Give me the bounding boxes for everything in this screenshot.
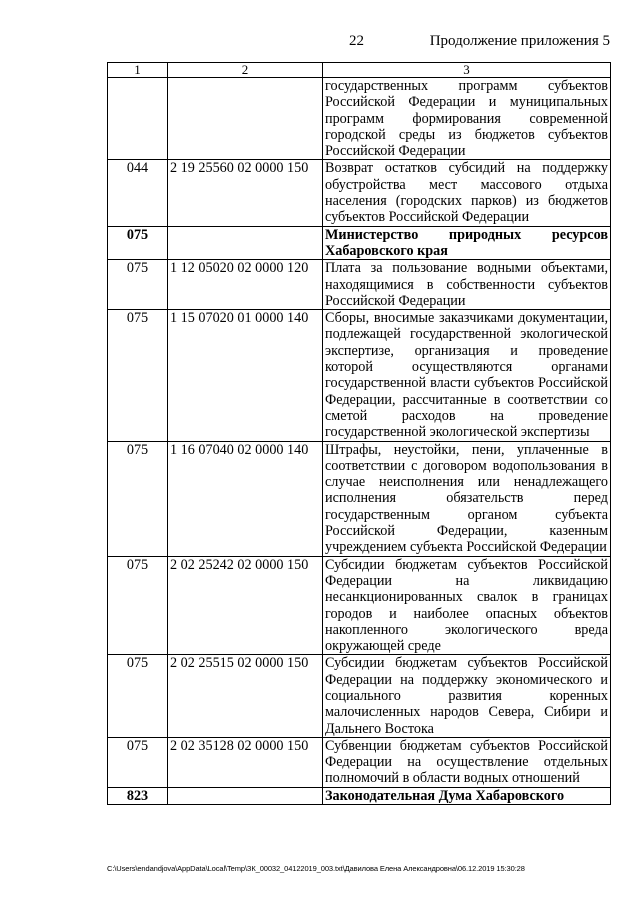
description-cell: Законодательная Дума Хабаровского [323,787,611,804]
description-cell: Штрафы, неустойки, пени, уплаченные в соответствии с договором водопользования в случае неисполнения или ненадлежащего исполнения обязательств перед государственным органом субъекта Российской Федерации, казенным учреждением субъекта Российской Федерации [323,441,611,556]
admin-code-cell: 075 [108,260,168,310]
admin-code-cell: 075 [108,441,168,556]
table-row [108,78,611,160]
table-row [108,441,611,556]
admin-code-cell: 044 [108,160,168,226]
budget-code-cell [168,78,323,160]
file-path-footer: C:\Users\endandjova\AppData\Local\Temp\ЗК_00032_04122019_003.txt\Давилова Елена Александровна\06.12.2019 15:30:28 [107,864,525,873]
table-row [108,787,611,804]
description-cell: Плата за пользование водными объектами, находящимися в собственности субъектов Российской Федерации [323,260,611,310]
budget-code-cell: 2 02 35128 02 0000 150 [168,737,323,787]
budget-code-cell [168,787,323,804]
admin-code-cell: 075 [108,310,168,441]
budget-code-cell [168,226,323,260]
table-row [108,737,611,787]
column-header-2: 2 [168,63,323,78]
table-row [108,655,611,737]
budget-code-cell: 1 12 05020 02 0000 120 [168,260,323,310]
table-row [108,160,611,226]
column-header-3: 3 [323,63,611,78]
table-row [108,310,611,441]
appendix-continuation-title: Продолжение приложения 5 [429,33,610,49]
description-cell: Субсидии бюджетам субъектов Российской Федерации на поддержку экономического и социального развития коренных малочисленных народов Севера, Сибири и Дальнего Востока [323,655,611,737]
description-cell: Субсидии бюджетам субъектов Российской Федерации на ликвидацию несанкционированных свалок в границах городов и наиболее опасных объектов накопленного экологического вреда окружающей среде [323,556,611,655]
admin-code-cell: 075 [108,226,168,260]
description-cell: Субвенции бюджетам субъектов Российской Федерации на осуществление отдельных полномочий в области водных отношений [323,737,611,787]
table-row [108,260,611,310]
budget-code-cell: 2 19 25560 02 0000 150 [168,160,323,226]
admin-code-cell: 075 [108,655,168,737]
description-cell: Сборы, вносимые заказчиками документации, подлежащей государственной экологической экспертизе, организация и проведение которой осуществляются органами государственной власти субъектов Российской Федерации, рассчитанные в соответствии со сметой расходов на проведение государственной экологической экспертизы [323,310,611,441]
description-cell: Министерство природных ресурсов Хабаровского края [323,226,611,260]
table-header-row [108,63,611,78]
description-cell: государственных программ субъектов Российской Федерации и муниципальных программ формирования современной городской среды из бюджетов субъектов Российской Федерации [323,78,611,160]
page-number: 22 [349,33,364,49]
table-row [108,226,611,260]
revenue-codes-table [107,62,611,805]
admin-code-cell: 075 [108,737,168,787]
budget-code-cell: 2 02 25242 02 0000 150 [168,556,323,655]
table-row [108,556,611,655]
budget-code-cell: 2 02 25515 02 0000 150 [168,655,323,737]
budget-code-cell: 1 16 07040 02 0000 140 [168,441,323,556]
admin-code-cell: 823 [108,787,168,804]
description-cell: Возврат остатков субсидий на поддержку обустройства мест массового отдыха населения (городских парков) из бюджетов субъектов Российской Федерации [323,160,611,226]
admin-code-cell [108,78,168,160]
budget-code-cell: 1 15 07020 01 0000 140 [168,310,323,441]
admin-code-cell: 075 [108,556,168,655]
column-header-1: 1 [108,63,168,78]
